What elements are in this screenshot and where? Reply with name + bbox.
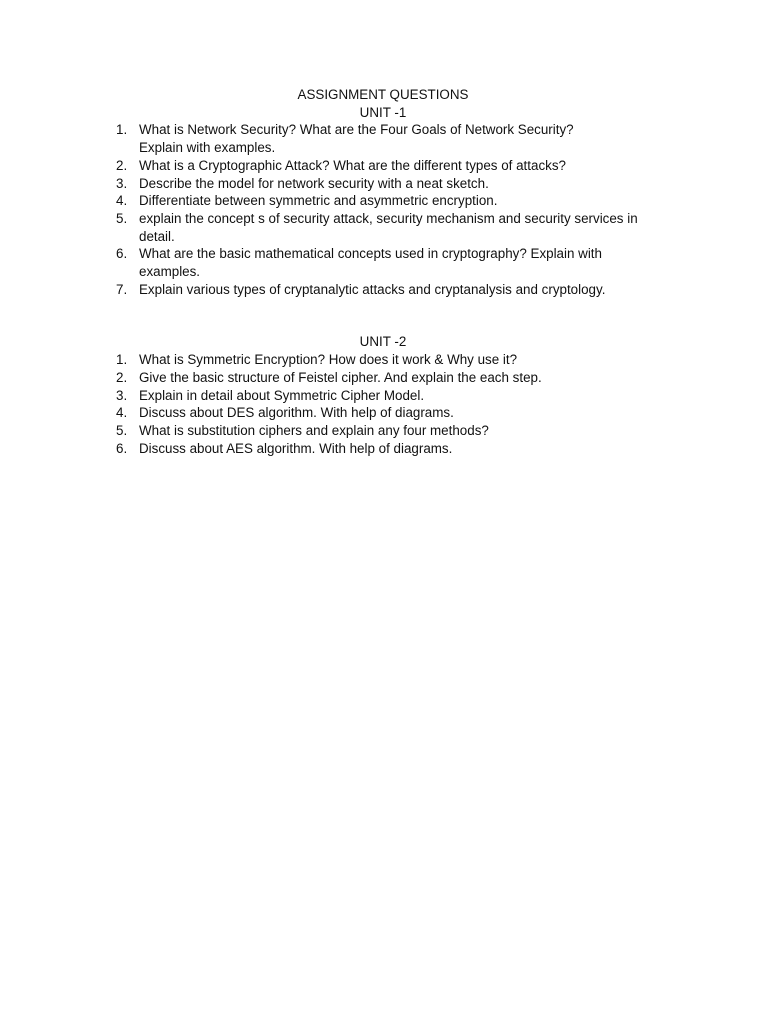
question-item [110,121,670,156]
question-item [110,387,670,405]
question-item [110,210,670,245]
question-number: 4. [116,193,128,209]
question-line: Explain various types of cryptanalytic attacks and cryptanalysis and cryptology. [139,281,606,297]
question-line: Describe the model for network security with a neat sketch. [139,175,489,191]
question-line: What are the basic mathematical concepts used in cryptography? Explain with [139,246,602,262]
section-spacer [110,298,670,333]
question-line: Discuss about DES algorithm. With help of diagrams. [139,405,454,421]
question-line: Discuss about AES algorithm. With help of diagrams. [139,440,453,456]
question-number: 1. [116,352,128,368]
question-item [110,404,670,422]
question-number: 2. [116,157,128,173]
question-item [110,440,670,458]
question-number: 3. [116,387,128,403]
question-line: What is Symmetric Encryption? How does it work & Why use it? [139,352,518,368]
question-line: What is a Cryptographic Attack? What are the different types of attacks? [139,157,566,173]
unit-2-question-list [110,351,670,457]
question-item [110,351,670,369]
question-line: examples. [139,264,201,280]
question-number: 6. [116,440,128,456]
question-item [110,175,670,193]
question-line: Differentiate between symmetric and asymmetric encryption. [139,193,498,209]
question-item [110,422,670,440]
question-item [110,281,670,299]
question-line: detail. [139,228,175,244]
unit-1-heading: UNIT -1 [359,104,407,120]
question-number: 2. [116,369,128,385]
question-item [110,157,670,175]
question-line: Explain in detail about Symmetric Cipher Model. [139,387,425,403]
question-number: 7. [116,281,128,297]
question-line: explain the concept s of security attack, security mechanism and security services in [139,210,638,226]
question-line: Explain with examples. [139,140,276,156]
document-title: ASSIGNMENT QUESTIONS [297,87,469,102]
question-number: 3. [116,175,128,191]
question-number: 5. [116,210,128,226]
unit-1-question-list [110,121,670,298]
question-number: 5. [116,422,128,438]
question-line: What is substitution ciphers and explain any four methods? [139,422,489,438]
question-item [110,369,670,387]
question-number: 1. [116,122,128,138]
question-number: 4. [116,405,128,421]
question-item [110,245,670,280]
question-item [110,192,670,210]
unit-2-heading: UNIT -2 [359,334,407,350]
question-line: Give the basic structure of Feistel cipher. And explain the each step. [139,369,542,385]
document-content [110,86,670,457]
question-line: What is Network Security? What are the Four Goals of Network Security? [139,122,574,138]
question-number: 6. [116,246,128,262]
